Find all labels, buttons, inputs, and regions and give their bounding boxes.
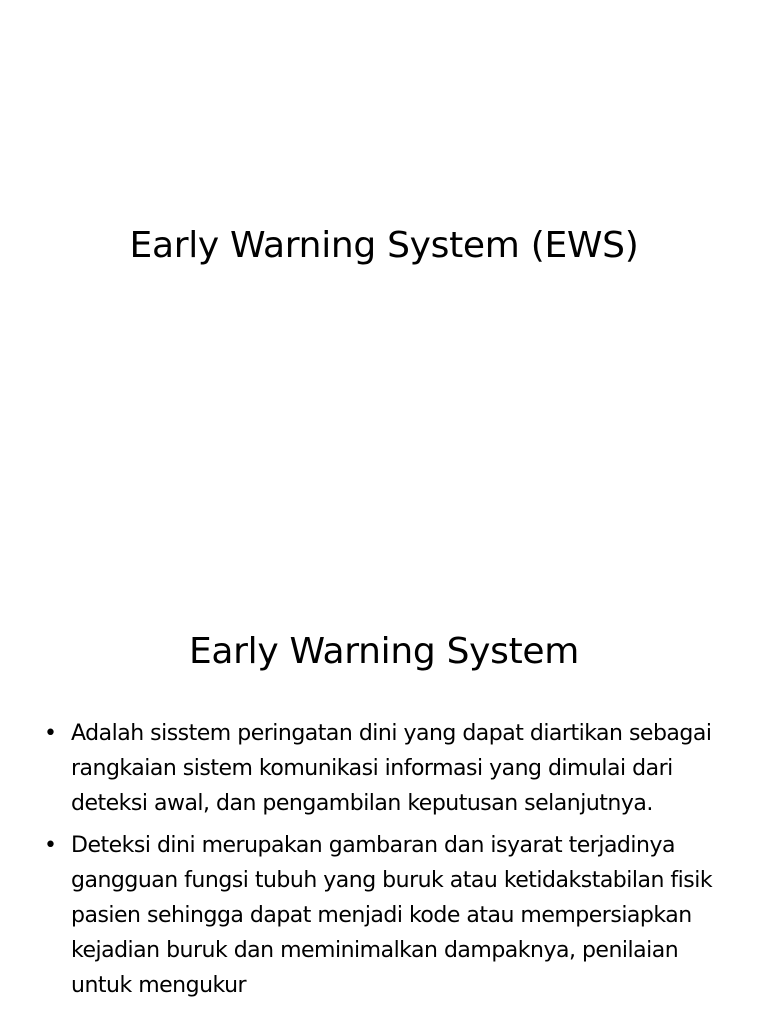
bullet-item [40, 828, 730, 1003]
slide-2 [0, 576, 768, 1024]
bullet-text: Adalah sisstem peringatan dini yang dapat diartikan sebagai rangkaian sistem komunikasi informasi yang dimulai dari deteksi awal, dan pengambilan keputusan selanjutnya. [71, 721, 712, 816]
slide-2-title: Early Warning System [188, 631, 580, 672]
bullet-item [40, 716, 730, 821]
bullet-icon: • [44, 833, 57, 858]
bullet-icon: • [44, 721, 57, 746]
slide-1-title: Early Warning System (EWS) [129, 225, 639, 266]
bullet-list [40, 716, 730, 1010]
bullet-text: Deteksi dini merupakan gambaran dan isyarat terjadinya gangguan fungsi tubuh yang buruk atau ketidakstabilan fisik pasien sehingga dapat menjadi kode atau mempersiapkan kejadian buruk dan meminimalkan dampaknya, penilaian untuk mengukur [71, 833, 713, 998]
